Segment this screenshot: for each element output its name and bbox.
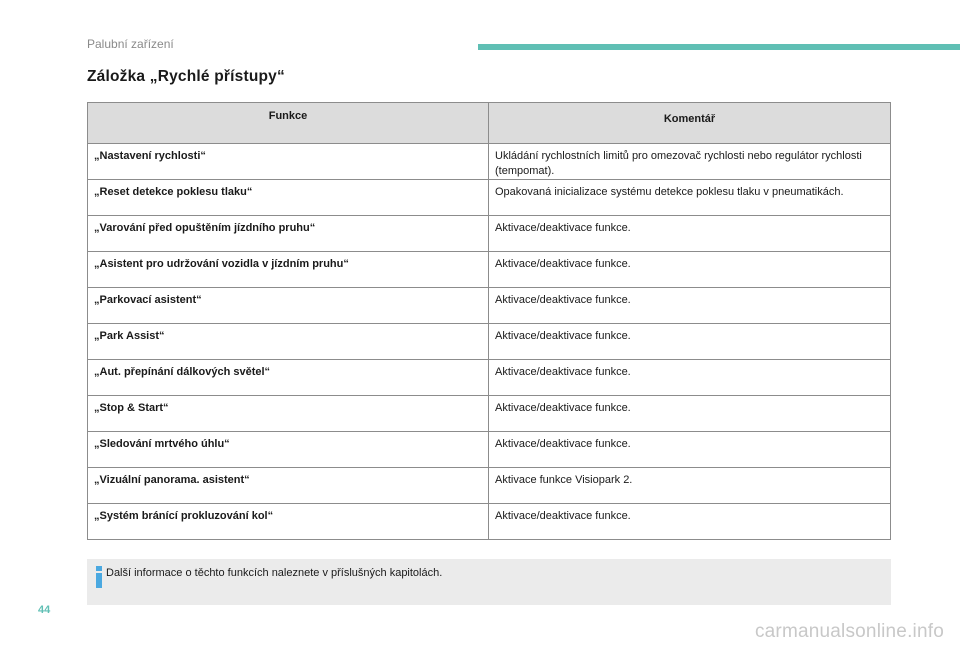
table-row — [88, 360, 891, 396]
functions-table — [87, 102, 891, 540]
function-name-cell: „Varování před opuštěním jízdního pruhu“ — [88, 216, 489, 252]
function-name-cell: „Sledování mrtvého úhlu“ — [88, 432, 489, 468]
comment-cell: Opakovaná inicializace systému detekce poklesu tlaku v pneumatikách. — [489, 180, 891, 216]
table-body — [88, 144, 891, 540]
table-row — [88, 324, 891, 360]
function-name-cell: „Reset detekce poklesu tlaku“ — [88, 180, 489, 216]
table-row — [88, 252, 891, 288]
table-row — [88, 216, 891, 252]
function-name-cell: „Vizuální panorama. asistent“ — [88, 468, 489, 504]
table-header-row — [88, 103, 891, 144]
info-note-text: Další informace o těchto funkcích naleznete v příslušných kapitolách. — [106, 567, 443, 579]
function-name-cell: „Stop & Start“ — [88, 396, 489, 432]
info-icon — [94, 566, 104, 588]
comment-cell: Aktivace/deaktivace funkce. — [489, 252, 891, 288]
function-name-cell: „Parkovací asistent“ — [88, 288, 489, 324]
comment-cell: Aktivace/deaktivace funkce. — [489, 216, 891, 252]
info-note — [87, 559, 891, 605]
comment-cell: Aktivace/deaktivace funkce. — [489, 288, 891, 324]
table-row — [88, 432, 891, 468]
table-row — [88, 144, 891, 180]
page-title: Záložka „Rychlé přístupy“ — [87, 68, 285, 85]
section-accent-bar — [478, 44, 960, 50]
function-name-cell: „Nastavení rychlosti“ — [88, 144, 489, 180]
watermark: carmanualsonline.info — [754, 621, 944, 642]
table-row — [88, 396, 891, 432]
section-label: Palubní zařízení — [87, 37, 174, 51]
comment-cell: Aktivace/deaktivace funkce. — [489, 396, 891, 432]
table-row — [88, 504, 891, 540]
comment-cell: Aktivace/deaktivace funkce. — [489, 360, 891, 396]
function-name-cell: „Asistent pro udržování vozidla v jízdním pruhu“ — [88, 252, 489, 288]
table-row — [88, 180, 891, 216]
column-header-comment: Komentář — [489, 103, 891, 144]
function-name-cell: „Systém bránící prokluzování kol“ — [88, 504, 489, 540]
comment-cell: Ukládání rychlostních limitů pro omezovač rychlosti nebo regulátor rychlosti (tempomat). — [489, 144, 891, 180]
function-name-cell: „Park Assist“ — [88, 324, 489, 360]
table-row — [88, 468, 891, 504]
comment-cell: Aktivace funkce Visiopark 2. — [489, 468, 891, 504]
column-header-function: Funkce — [88, 103, 489, 144]
comment-cell: Aktivace/deaktivace funkce. — [489, 324, 891, 360]
comment-cell: Aktivace/deaktivace funkce. — [489, 432, 891, 468]
table-row — [88, 288, 891, 324]
comment-cell: Aktivace/deaktivace funkce. — [489, 504, 891, 540]
function-name-cell: „Aut. přepínání dálkových světel“ — [88, 360, 489, 396]
page-number: 44 — [38, 604, 51, 616]
